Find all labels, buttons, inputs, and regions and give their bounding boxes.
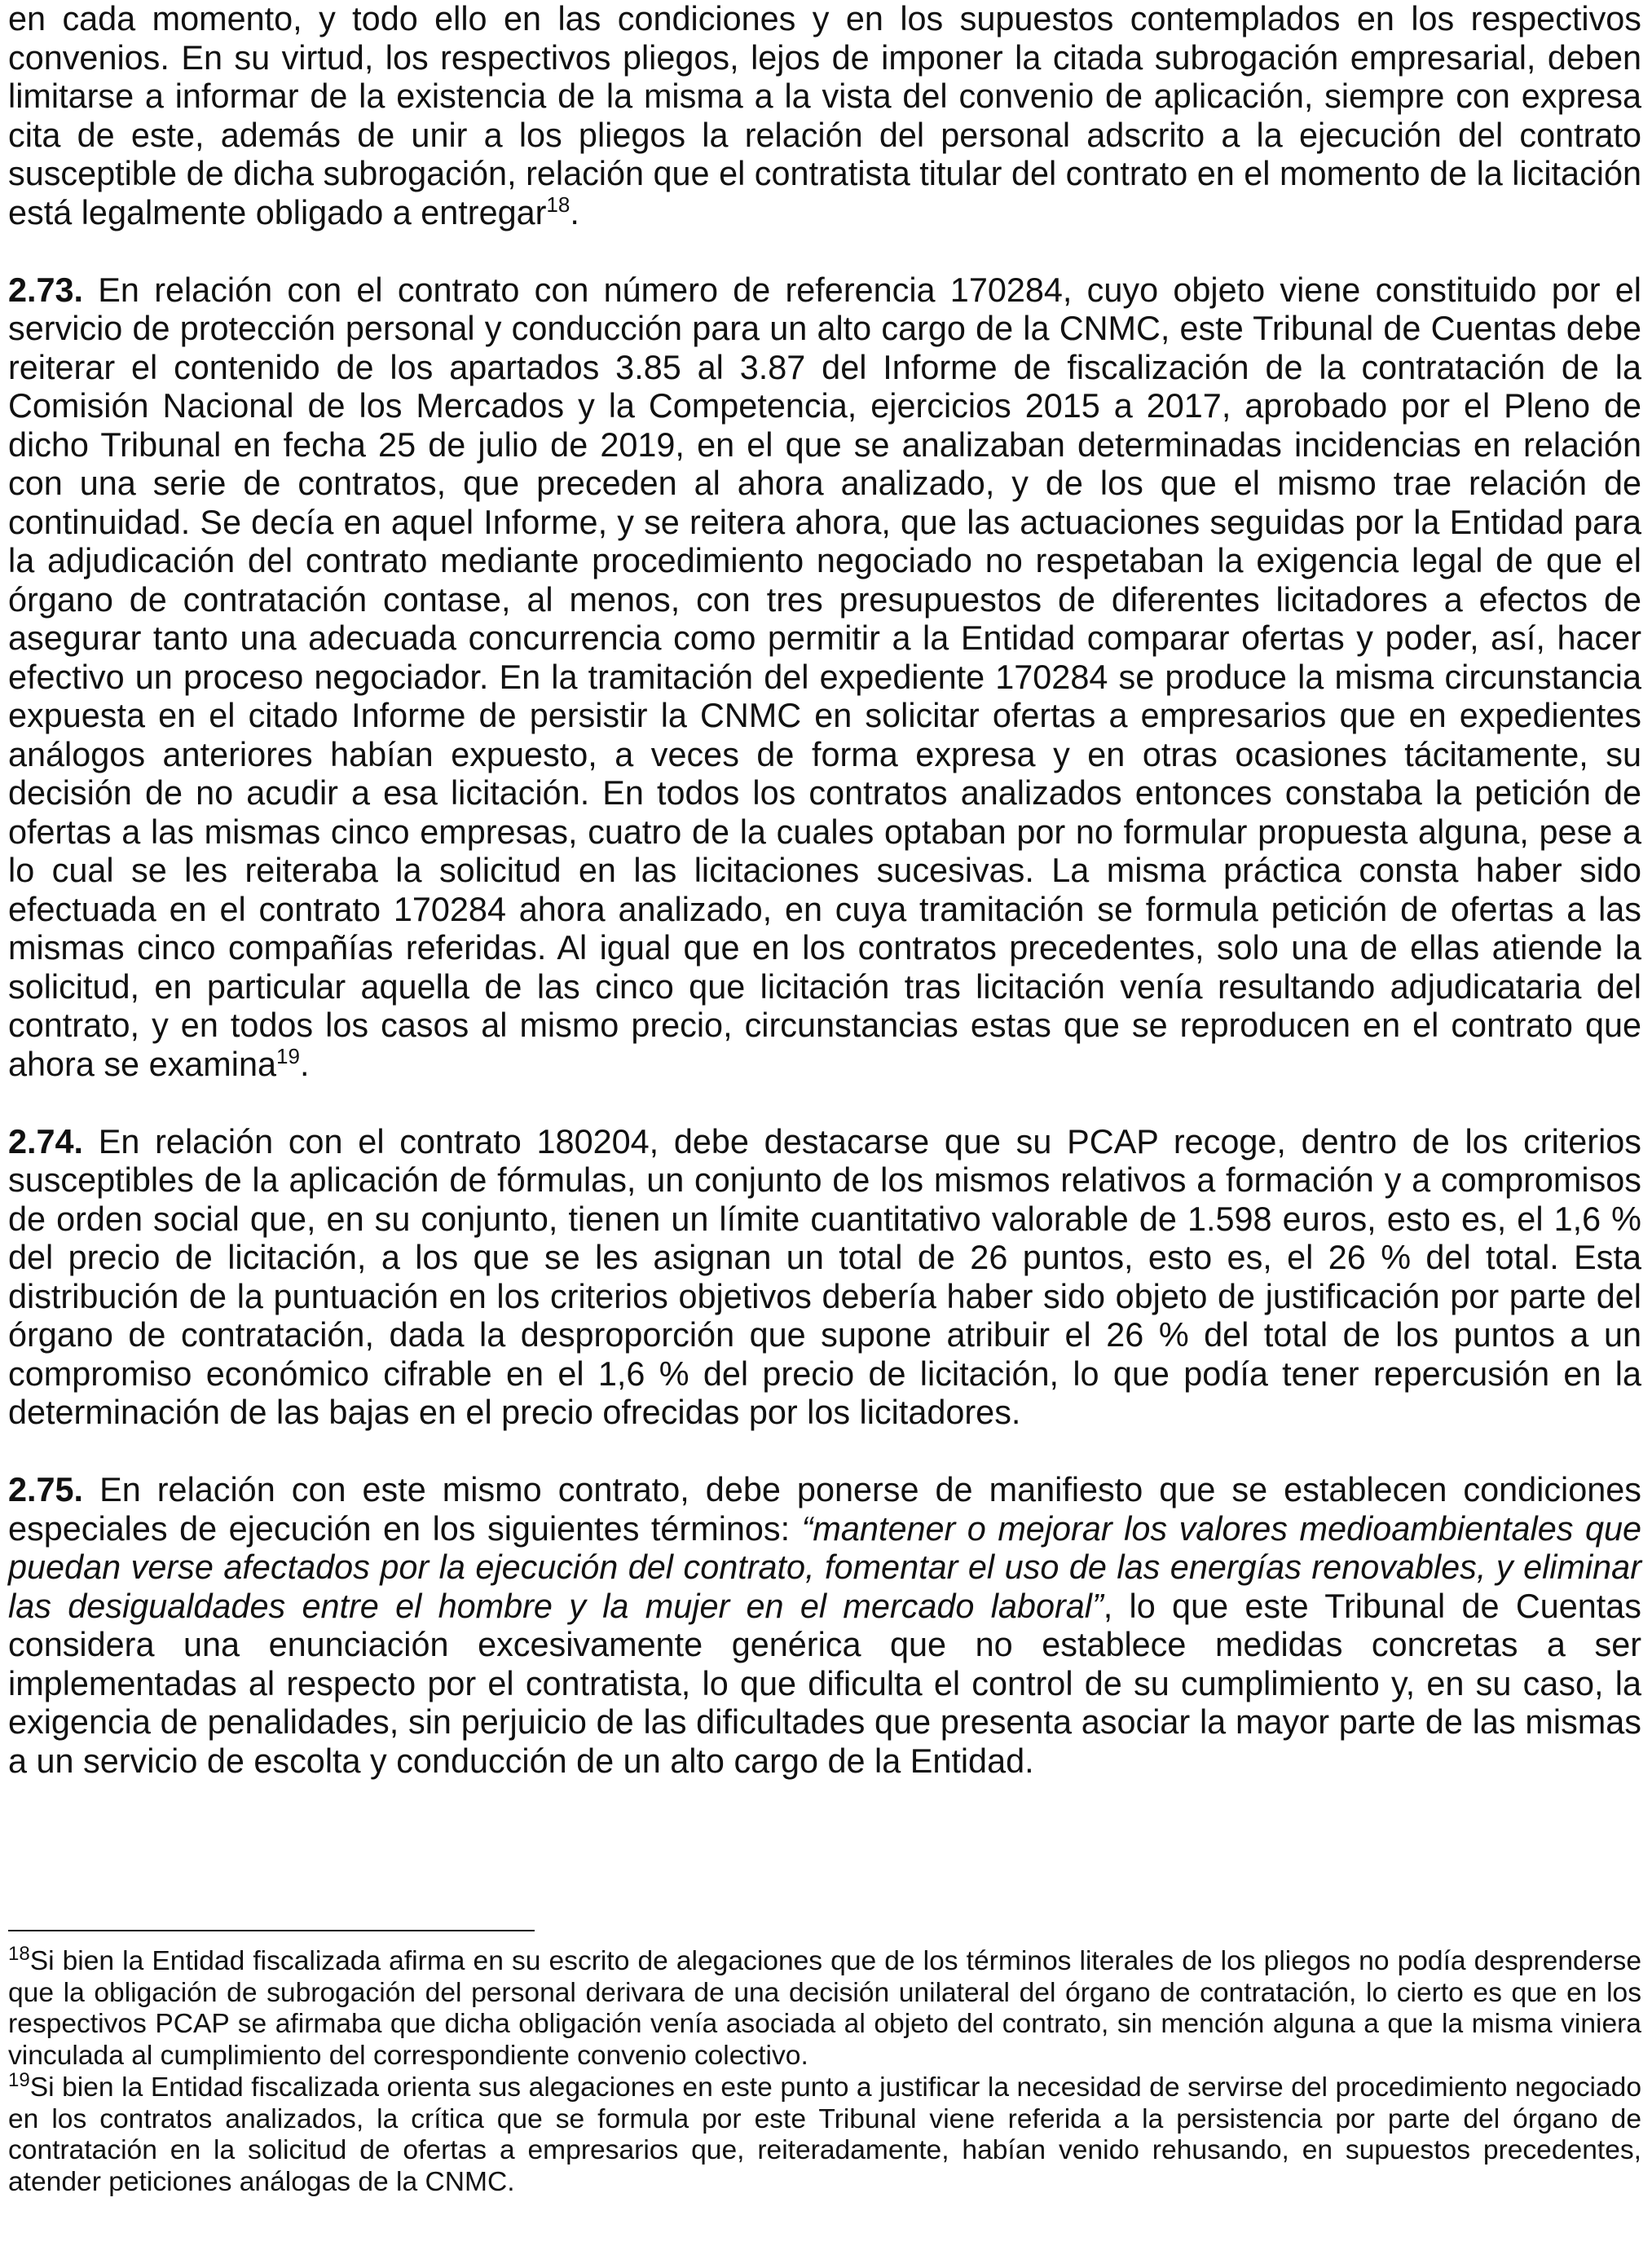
paragraph-text: En relación con este mismo contrato, debe ponerse de manifiesto que se establecen condiciones especiales de ejecución en los siguientes términos: [8,1471,1641,1548]
paragraph-number: 2.75. [8,1471,84,1508]
footnote-ref-19[interactable]: 19 [276,1043,300,1068]
footnote-ref-18[interactable]: 18 [546,192,570,217]
footnote-text: Si bien la Entidad fiscalizada afirma en su escrito de alegaciones que de los términos literales de los pliegos no podía desprenderse que la obligación de subrogación del personal derivara de una decisión unilateral del órgano de contratación, lo cierto es que en los respectivos PCAP se afirmaba que dicha obligación venía asociada al objeto del contrato, sin mención alguna a que la misma viniera vinculada al cumplimiento del correspondiente convenio colectivo. [8,1946,1641,2072]
quoted-conditions: “mantener o mejorar los valores medioambientales que puedan verse afectados por la ejecución del contrato, fomentar el uso de las energías renovables, y eliminar las desigualdades entre el hombre y la mujer en el mercado laboral” [8,1509,1641,1625]
paragraph-end: . [570,193,579,231]
footnote-19 [8,2068,1641,2199]
paragraph-number: 2.73. [8,271,84,309]
paragraph-text: , lo que este Tribunal de Cuentas considera una enunciación excesivamente genérica que no establece medidas concretas a ser implementadas al respecto por el contratista, lo que dificulta el control de su cumplimiento y, en su caso, la exigencia de penalidades, sin perjuicio de las dificultades que presenta asociar la mayor parte de las mismas a un servicio de escolta y conducción de un alto cargo de la Entidad. [8,1587,1641,1780]
footnotes-section [8,1943,1641,2199]
paragraph-continuation [8,0,1641,232]
paragraph-2-75 [8,1471,1641,1781]
paragraph-2-74 [8,1123,1641,1433]
paragraph-2-73 [8,271,1641,1085]
paragraph-end: . [299,1045,310,1083]
footnote-divider [8,1930,535,1931]
document-body [8,0,1641,1781]
paragraph-text: en cada momento, y todo ello en las condiciones y en los supuestos contemplados en los respectivos convenios. En su virtud, los respectivos pliegos, lejos de imponer la citada subrogación empresarial, deben limitarse a informar de la existencia de la misma a la vista del convenio de aplicación, siempre con expresa cita de este, además de unir a los pliegos la relación del personal adscrito a la ejecución del contrato susceptible de dicha subrogación, relación que el contratista titular del contrato en el momento de la licitación está legalmente obligado a entregar [8,0,1642,231]
footnote-18 [8,1943,1641,2072]
paragraph-text: En relación con el contrato con número de referencia 170284, cuyo objeto viene constituido por el servicio de protección personal y conducción para un alto cargo de la CNMC, este Tribunal de Cuentas debe reiterar el contenido de los apartados 3.85 al 3.87 del Informe de fiscalización de la contratación de la Comisión Nacional de los Mercados y la Competencia, ejercicios 2015 a 2017, aprobado por el Pleno de dicho Tribunal en fecha 25 de julio de 2019, en el que se analizaban determinadas incidencias en relación con una serie de contratos, que preceden al ahora analizado, y de los que el mismo trae relación de continuidad. Se decía en aquel Informe, y se reitera ahora, que las actuaciones seguidas por la Entidad para la adjudicación del contrato mediante procedimiento negociado no respetaban la exigencia legal de que el órgano de contratación contase, al menos, con tres presupuestos de diferentes licitadores a efectos de asegurar tanto una adecuada concurrencia como permitir a la Entidad comparar ofertas y poder, así, hacer efectivo un proceso negociador. En la tramitación del expediente 170284 se produce la misma circunstancia expuesta en el citado Informe de persistir la CNMC en solicitar ofertas a empresarios que en expedientes análogos anteriores habían expuesto, a veces de forma expresa y en otras ocasiones tácitamente, su decisión de no acudir a esa licitación. En todos los contratos analizados entonces constaba la petición de ofertas a las mismas cinco empresas, cuatro de la cuales optaban por no formular propuesta alguna, pese a lo cual se les reiteraba la solicitud en las licitaciones sucesivas. La misma práctica consta haber sido efectuada en el contrato 170284 ahora analizado, en cuya tramitación se formula petición de ofertas a las mismas cinco compañías referidas. Al igual que en los contratos precedentes, solo una de ellas atiende la solicitud, en particular aquella de las cinco que licitación tras licitación venía resultando adjudicataria del contrato, y en todos los casos al mismo precio, circunstancias estas que se reproducen en el contrato que ahora se examina [8,271,1641,1083]
paragraph-text: En relación con el contrato 180204, debe destacarse que su PCAP recoge, dentro de los criterios susceptibles de la aplicación de fórmulas, un conjunto de los mismos relativos a formación y a compromisos de orden social que, en su conjunto, tienen un límite cuantitativo valorable de 1.598 euros, esto es, el 1,6 % del precio de licitación, a los que se les asignan un total de 26 puntos, esto es, el 26 % del total. Esta distribución de la puntuación en los criterios objetivos debería haber sido objeto de justificación por parte del órgano de contratación, dada la desproporción que supone atribuir el 26 % del total de los puntos a un compromiso económico cifrable en el 1,6 % del precio de licitación, lo que podía tener repercusión en la determinación de las bajas en el precio ofrecidas por los licitadores. [8,1122,1641,1431]
footnote-number: 18 [8,1943,30,1965]
footnote-number: 19 [8,2068,30,2091]
footnote-text: Si bien la Entidad fiscalizada orienta sus alegaciones en este punto a justificar la necesidad de servirse del procedimiento negociado en los contratos analizados, la crítica que se formula por este Tribunal viene referida a la persistencia por parte del órgano de contratación en la solicitud de ofertas a empresarios que, reiteradamente, habían venido rehusando, en supuestos precedentes, atender peticiones análogas de la CNMC. [8,2072,1641,2197]
paragraph-number: 2.74. [8,1122,84,1160]
